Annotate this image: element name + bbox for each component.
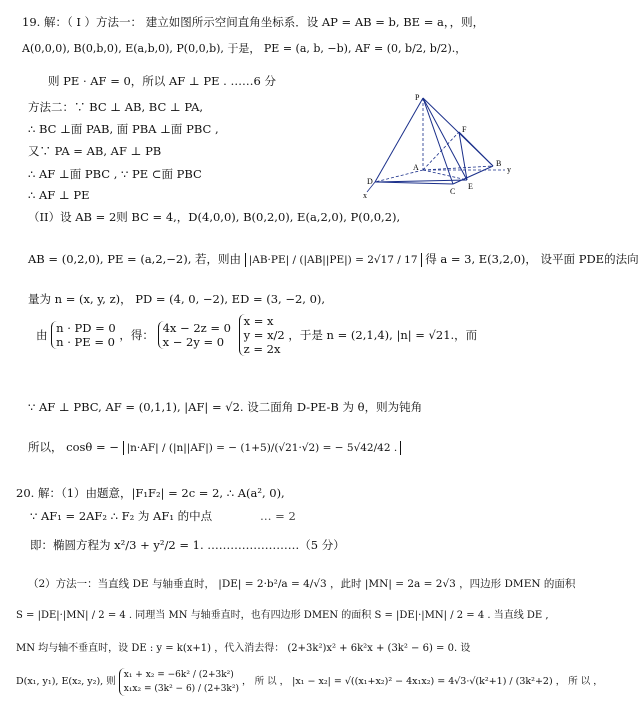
line-cos-theta	[28, 440, 401, 455]
line-dihedral-angle: ∵ AF ⊥ PBC, AF = (0,1,1), |AF| = √2. 设二面角 D-PE-B 为 θ，则为钝角	[28, 400, 423, 414]
line-vieta	[16, 668, 603, 696]
system-sol-2: y = x/2	[243, 328, 285, 342]
line-part2-setup: （II）设 AB = 2则 BC = 4,，D(4,0,0), B(0,2,0), E(a,2,0), P(0,0,2),	[28, 210, 401, 224]
line-substitution: MN 均与轴不垂直时，设 DE : y = k(x+1) ，代入消去得： (2+3k²)x² + 6k²x + (3k² − 6) = 0. 设	[16, 643, 471, 654]
system-solution	[239, 314, 285, 356]
line-normal-vector: 量为 n = (x, y, z)， PD = (4, 0, −2), ED = (3, −2, 0),	[28, 292, 326, 306]
line-method2-3: 又∵ PA = AB, AF ⊥ PB	[28, 144, 162, 158]
line-20-header: 20. 解：（1）由题意，|F₁F₂| = 2c = 2, ∴ A(a², 0),	[16, 486, 285, 500]
vieta-sum: x₁ + x₂ = −6k² / (2+3k²)	[123, 670, 234, 680]
line-normal-system	[36, 314, 477, 356]
cos-expression: |n·AF| / (|n||AF|) = − (1+5)/(√21·√2) = − 5√42/42 .	[123, 441, 402, 455]
label-x: x	[363, 191, 367, 200]
system-get: ，得：	[119, 328, 154, 342]
system-result: ，于是 n = (2,1,4), |n| = √21.，而	[288, 328, 478, 342]
label-f: F	[462, 125, 467, 134]
line-19-header: 19. 解：（ I ）方法一： 建立如图所示空间直角坐标系．设 AP = AB = b, BE = a，，则，	[22, 15, 485, 29]
line-method2-2: ∴ BC ⊥面 PAB, 面 PBA ⊥面 PBC ,	[28, 122, 219, 136]
vieta-product: x₁x₂ = (3k² − 6) / (2+3k²)	[123, 684, 240, 694]
system-eq-2: x − 2y = 0	[162, 335, 225, 349]
label-d: D	[367, 177, 373, 186]
cos-prefix: 所以， cosθ = −	[28, 440, 119, 454]
label-p: P	[415, 93, 420, 102]
pyramid-figure	[355, 92, 515, 202]
line-angle-condition	[28, 252, 639, 267]
line-coordinates: A(0,0,0), B(0,b,0), E(a,b,0), P(0,0,b), 于是， PE = (a, b, −b), AF = (0, b/2, b/2).，	[22, 42, 467, 55]
line-midpoint: ∵ AF₁ = 2AF₂ ∴ F₂ 为 AF₁ 的中点	[30, 509, 213, 523]
system-dot-2: n · PE = 0	[56, 335, 115, 349]
system-prefix: 由	[36, 328, 48, 342]
system-dot-products	[51, 321, 116, 349]
system-sol-1: x = x	[243, 314, 274, 328]
line-method2-4: ∴ AF ⊥面 PBC , ∵ PE ⊂面 PBC	[28, 167, 202, 181]
system-equations	[158, 321, 231, 349]
line-area-s: S = |DE|·|MN| / 2 = 4 . 同理当 MN 与轴垂直时，也有四边形 DMEN 的面积 S = |DE|·|MN| / 2 = 4 . 当直线 DE ,	[16, 610, 549, 621]
label-c: C	[450, 187, 456, 196]
line-method2-5: ∴ AF ⊥ PE	[28, 188, 90, 202]
line-perpendicular-result: 则 PE · AF = 0，所以 AF ⊥ PE . ……6 分	[48, 74, 276, 88]
label-e: E	[468, 182, 473, 191]
label-a: A	[413, 163, 419, 172]
line-method2-1: 方法二：∵ BC ⊥ AB, BC ⊥ PA,	[28, 100, 204, 114]
label-y: y	[507, 165, 511, 174]
system-sol-3: z = 2x	[243, 342, 281, 356]
vieta-system	[119, 668, 239, 696]
label-b: B	[496, 159, 502, 168]
system-dot-1: n · PD = 0	[56, 321, 116, 335]
system-eq-1: 4x − 2z = 0	[162, 321, 231, 335]
angle-cos-expression: |AB·PE| / (|AB||PE|) = 2√17 / 17	[245, 253, 422, 267]
vieta-prefix: D(x₁, y₁), E(x₂, y₂), 则	[16, 676, 116, 687]
angle-condition-suffix: 得 a = 3, E(3,2,0)， 设平面 PDE的法向	[425, 252, 639, 266]
line-ellipse-equation: 即：椭圆方程为 x²/3 + y²/2 = 1. ……………………（5 分）	[30, 538, 345, 552]
vieta-result: ， 所 以 ， |x₁ − x₂| = √((x₁+x₂)² − 4x₁x₂) = 4√3·√(k²+1) / (3k²+2) ， 所 以 ，	[242, 676, 603, 687]
angle-condition-prefix: AB = (0,2,0), PE = (a,2,−2), 若，则由	[28, 252, 242, 266]
line-method1-vertical: （2）方法一：当直线 DE 与轴垂直时， |DE| = 2·b²/a = 4/√3 ，此时 |MN| = 2a = 2√3 ，四边形 DMEN 的面积	[28, 578, 576, 590]
line-midpoint-fragment: … = 2	[260, 509, 296, 523]
